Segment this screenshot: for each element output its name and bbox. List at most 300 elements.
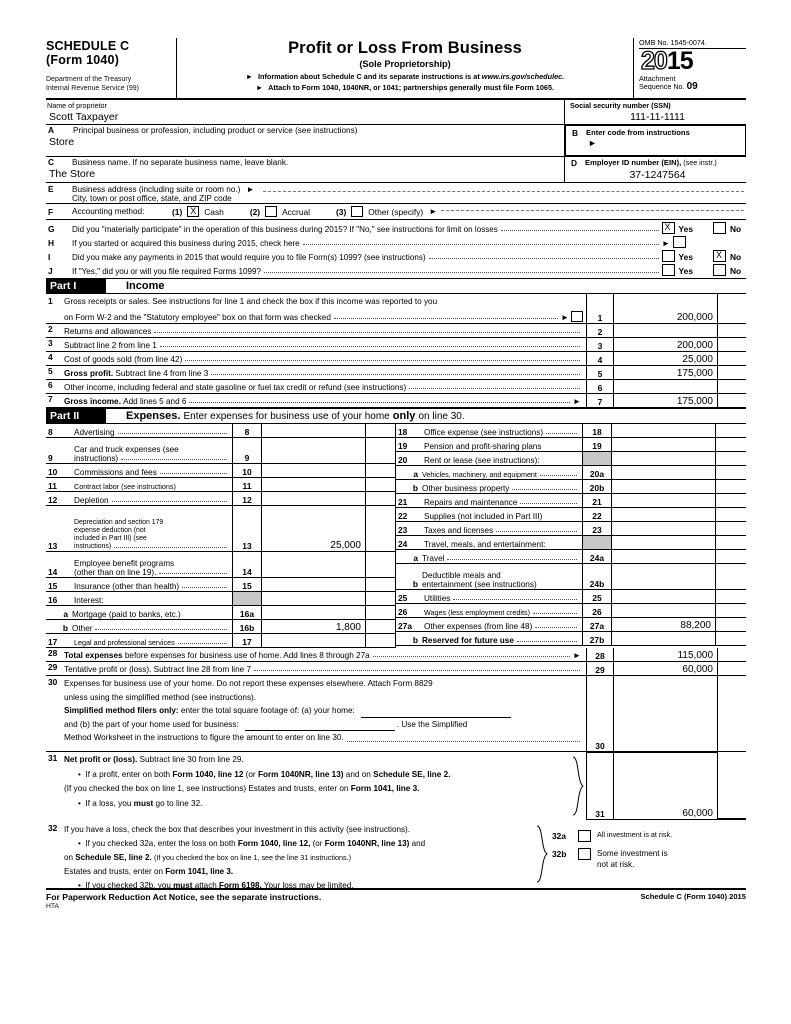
- expense-label: included in Part III) (see: [74, 535, 147, 542]
- expense-cents[interactable]: [716, 466, 746, 479]
- expense-row: [396, 632, 746, 646]
- expense-line-number: 14: [48, 567, 58, 577]
- expense-label: Legal and professional services: [74, 638, 175, 647]
- expense-cents[interactable]: [716, 424, 746, 437]
- expense-line-number: 8: [48, 427, 53, 437]
- expense-line-number: 16: [48, 595, 58, 605]
- line-7-amount[interactable]: 175,000: [614, 394, 718, 407]
- expense-amount[interactable]: 25,000: [262, 506, 366, 551]
- expense-description-cell: [396, 536, 582, 549]
- expense-cents[interactable]: [366, 438, 396, 463]
- line-28-cents[interactable]: [718, 648, 746, 661]
- expense-description-cell: [396, 632, 582, 645]
- expense-line-number: 12: [48, 495, 58, 505]
- expense-description-cell: [46, 620, 232, 633]
- line-1-text-b: on Form W-2 and the "Statutory employee" box on that form was checked: [64, 313, 331, 322]
- expense-cents[interactable]: [716, 438, 746, 451]
- line-h-letter: H: [48, 238, 55, 248]
- line-5-text: Subtract line 4 from line 3: [115, 369, 209, 378]
- line-31-bullet2-b: Form 1041, line 3.: [350, 784, 420, 793]
- line-e-label: Business address (including suite or room no.): [72, 185, 241, 194]
- line-1-amount[interactable]: 200,000: [614, 294, 718, 323]
- expense-amount[interactable]: [262, 478, 366, 491]
- expense-label: Pension and profit-sharing plans: [424, 442, 542, 451]
- f-option-1-label: Cash: [204, 206, 224, 217]
- expense-line-number: 24: [398, 539, 408, 549]
- line-32-bullet3-a: Estates and trusts, enter on: [64, 867, 163, 876]
- arrow-icon: ►: [572, 397, 581, 406]
- line-29-cents[interactable]: [718, 662, 746, 675]
- line-4-text: Cost of goods sold (from line 42): [64, 355, 183, 364]
- line-number: 29: [48, 662, 58, 672]
- g-no-checkbox[interactable]: [713, 222, 726, 234]
- expense-label: Interest:: [74, 596, 104, 605]
- expense-amount[interactable]: 1,800: [262, 620, 366, 633]
- line-3-cents[interactable]: [718, 338, 746, 351]
- all-investment-at-risk-checkbox[interactable]: [578, 830, 591, 842]
- expense-box-number: 11: [232, 478, 262, 491]
- line-7-box: 7: [586, 394, 614, 407]
- expense-amount[interactable]: [612, 604, 716, 617]
- j-yes-checkbox[interactable]: [662, 264, 675, 276]
- line-31-bullet2-a: (If you checked the box on line 1, see instructions) Estates and trusts, enter on: [64, 784, 349, 793]
- expense-box-number: [582, 452, 612, 465]
- line-31-cents[interactable]: [718, 818, 746, 819]
- sequence-label: Sequence No.: [639, 82, 685, 92]
- expense-amount[interactable]: [262, 606, 366, 619]
- row-g: [46, 220, 746, 234]
- expense-description-cell: [396, 618, 582, 631]
- line-number: 4: [48, 352, 53, 362]
- expense-box-number: 21: [582, 494, 612, 507]
- line-number: 5: [48, 366, 53, 376]
- expenses-table: [46, 424, 746, 648]
- expense-label: Mortgage (paid to banks, etc.): [72, 610, 181, 619]
- line-6-text: Other income, including federal and state gasoline or fuel tax credit or refund (see instructions): [64, 383, 407, 392]
- expense-box-number: 12: [232, 492, 262, 505]
- line-a-value[interactable]: Store: [49, 136, 75, 148]
- expense-row: [46, 620, 396, 634]
- expense-line-number: 15: [48, 581, 58, 591]
- expense-row: [396, 604, 746, 618]
- expense-box-number: 19: [582, 438, 612, 451]
- expense-amount[interactable]: [612, 550, 716, 563]
- income-line-2: [46, 324, 746, 338]
- expense-label: Repairs and maintenance: [424, 498, 518, 507]
- expense-line-number: 22: [398, 511, 408, 521]
- name-ssn-row: [46, 100, 746, 125]
- line-28-amount[interactable]: 115,000: [614, 648, 718, 661]
- business-address-input[interactable]: [263, 191, 745, 192]
- expense-description-cell: [396, 494, 582, 507]
- expense-row: [396, 452, 746, 466]
- expense-label: (other than on line 19).: [74, 568, 157, 577]
- expense-amount[interactable]: [612, 632, 716, 645]
- tax-year-suffix: 15: [666, 47, 693, 75]
- expense-label: Deductible meals and: [422, 571, 501, 580]
- expense-cents[interactable]: [716, 618, 746, 631]
- expense-label: Utilities: [424, 594, 451, 603]
- line-6-box: 6: [586, 380, 614, 393]
- line-number: 2: [48, 324, 53, 334]
- line-number: 1: [48, 296, 53, 306]
- accounting-accrual-checkbox[interactable]: [265, 206, 277, 217]
- expense-amount[interactable]: [612, 480, 716, 493]
- line-1-box: 1: [586, 294, 614, 323]
- expense-amount[interactable]: [262, 424, 366, 437]
- tax-year-prefix: 20: [641, 47, 667, 75]
- expense-row: [396, 438, 746, 452]
- line-3-amount[interactable]: 200,000: [614, 338, 718, 351]
- expense-description-cell: [46, 552, 232, 577]
- line-32-bullet4-e: Your loss may be limited.: [263, 881, 354, 890]
- expense-row: [46, 478, 396, 492]
- expense-cents[interactable]: [366, 634, 396, 647]
- line-c-label: Business name. If no separate business name, leave blank.: [72, 158, 289, 167]
- line-3-box: 3: [586, 338, 614, 351]
- irs-url: www.irs.gov/schedulec.: [481, 72, 565, 81]
- expense-box-number: 25: [582, 590, 612, 603]
- line-28-text: before expenses for business use of home. Add lines 8 through 27a: [124, 651, 370, 660]
- expense-amount[interactable]: [612, 494, 716, 507]
- expense-cents[interactable]: [716, 590, 746, 603]
- expense-row: [396, 618, 746, 632]
- line-d-value[interactable]: 37-1247564: [629, 169, 686, 181]
- line-5-text-bold: Gross profit.: [64, 369, 114, 378]
- expense-row: [396, 508, 746, 522]
- hta-mark: HTA: [46, 903, 60, 910]
- expense-label: Employee benefit programs: [74, 559, 175, 568]
- line-30-text-d: and (b) the part of your home used for business:: [64, 719, 239, 729]
- expense-description-cell: [396, 550, 582, 563]
- expense-cents[interactable]: [366, 620, 396, 633]
- income-line-4: [46, 352, 746, 366]
- line-28-row: [46, 648, 746, 662]
- expense-description-cell: [396, 604, 582, 617]
- line-6-cents[interactable]: [718, 380, 746, 393]
- expense-cents[interactable]: [366, 592, 396, 605]
- line-4-amount[interactable]: 25,000: [614, 352, 718, 365]
- g-yes-checkbox[interactable]: [662, 222, 675, 234]
- line-number: 31: [48, 753, 58, 763]
- line-29-box: 29: [586, 662, 614, 675]
- line-32-bullet4-b: must: [173, 881, 193, 890]
- expense-description-cell: [396, 564, 582, 589]
- arrow-icon: ►: [560, 313, 569, 322]
- page-subtitle: (Sole Proprietorship): [359, 59, 451, 69]
- line-c-letter: C: [48, 157, 55, 167]
- expense-line-number: 13: [48, 541, 58, 551]
- expense-label: Depletion: [74, 496, 109, 505]
- expense-line-number: 17: [48, 637, 58, 647]
- accounting-cash-checkbox[interactable]: [187, 206, 199, 217]
- income-line-6: [46, 380, 746, 394]
- expense-box-number: 15: [232, 578, 262, 591]
- expense-amount[interactable]: [612, 522, 716, 535]
- expense-line-number: 19: [398, 441, 408, 451]
- expense-amount[interactable]: [262, 552, 366, 577]
- expense-description-cell: [396, 590, 582, 603]
- line-32-bullet1-e: and: [411, 839, 426, 848]
- paperwork-notice: For Paperwork Reduction Act Notice, see the separate instructions.: [46, 892, 322, 902]
- expense-box-number: 22: [582, 508, 612, 521]
- expense-label: Travel, meals, and entertainment:: [424, 540, 546, 549]
- line-f-letter: F: [48, 206, 54, 217]
- expense-box-number: 20a: [582, 466, 612, 479]
- expense-amount[interactable]: [612, 466, 716, 479]
- brace-icon: [532, 820, 552, 888]
- line-32a-text: All investment is at risk.: [597, 830, 673, 839]
- form-footer-id: Schedule C (Form 1040) 2015: [640, 892, 746, 901]
- expense-label: Reserved for future use: [422, 636, 514, 645]
- expense-line-number: b: [412, 483, 418, 493]
- expense-amount[interactable]: [612, 508, 716, 521]
- expense-cents[interactable]: [366, 424, 396, 437]
- arrow-icon: ►: [661, 239, 670, 248]
- expense-box-number: 10: [232, 464, 262, 477]
- info-text: Information about Schedule C and its separate instructions is at: [257, 72, 480, 81]
- expense-line-number: 27a: [398, 621, 412, 631]
- expense-cents[interactable]: [716, 494, 746, 507]
- expense-amount[interactable]: [262, 438, 366, 463]
- expense-box-number: 27a: [582, 618, 612, 631]
- line-30-simplified-rest: enter the total square footage of: (a) your home:: [180, 706, 355, 715]
- expense-row: [396, 564, 746, 590]
- line-30-text-b: unless using the simplified method (see instructions).: [64, 692, 257, 702]
- expense-line-number: 21: [398, 497, 408, 507]
- expense-amount[interactable]: [612, 536, 716, 549]
- expense-label: Office expense (see instructions): [424, 428, 544, 437]
- expense-line-number: a: [413, 553, 418, 563]
- expense-cents[interactable]: [716, 536, 746, 549]
- line-32b-label: 32b: [552, 849, 567, 859]
- expense-amount[interactable]: [612, 424, 716, 437]
- line-7-cents[interactable]: [718, 394, 746, 407]
- part-1-tag: Part I: [46, 279, 106, 293]
- expense-box-number: 16b: [232, 620, 262, 633]
- line-30-simplified-bold: Simplified method filers only:: [64, 706, 179, 715]
- row-a-b: [46, 125, 746, 157]
- expense-row: [46, 464, 396, 478]
- line-32-row: 32 If you have a loss, check the box that describes your investment in this activity (see instructions). • If you checked 32a, enter the loss on both Form 1040, line 12, (or Form 1040NR, line 13) and on Schedule SE, line 2. (If you checked the box on line 1, see the line 31 instructions.) Estates and trusts, enter on Form 1041, line 3. • If you checked 32b, you must attach Form 6198. Your loss may be limited. 32a All investment is at risk. 32b Some investment is not at risk.: [46, 820, 746, 888]
- line-31-amount[interactable]: 60,000: [614, 752, 718, 819]
- line-i-letter: I: [48, 252, 51, 262]
- expense-box-number: [582, 536, 612, 549]
- expense-box-number: 14: [232, 552, 262, 577]
- arrow-icon: ►: [429, 207, 438, 216]
- expense-description-cell: [396, 508, 582, 521]
- line-1-cents[interactable]: [718, 294, 746, 323]
- dept-treasury-line: Department of the Treasury: [46, 76, 132, 83]
- expense-amount[interactable]: 88,200: [612, 618, 716, 631]
- expense-cents[interactable]: [716, 480, 746, 493]
- line-31-bullet3-c: go to line 32.: [155, 798, 203, 808]
- expense-description-cell: [46, 634, 232, 647]
- line-30-text-e: Method Worksheet in the instructions to figure the amount to enter on line 30.: [64, 733, 344, 742]
- expense-label: Car and truck expenses (see: [74, 445, 179, 454]
- expense-description-cell: [46, 492, 232, 505]
- expense-amount[interactable]: [262, 492, 366, 505]
- expense-amount[interactable]: [262, 634, 366, 647]
- line-32-bullet1-c: (or: [312, 839, 323, 848]
- brace-icon: [570, 752, 586, 820]
- expense-amount[interactable]: [612, 452, 716, 465]
- expense-row: [46, 592, 396, 606]
- accounting-other-checkbox[interactable]: [351, 206, 363, 217]
- row-h: [46, 234, 746, 248]
- line-5-amount[interactable]: 175,000: [614, 366, 718, 379]
- line-31-bullet1-f: Schedule SE, line 2.: [373, 769, 451, 779]
- expense-label: Vehicles, machinery, and equipment: [422, 470, 537, 479]
- expense-row: [46, 506, 396, 552]
- line-31-bullet1-c: (or: [245, 769, 256, 779]
- j-no-label: No: [730, 266, 742, 276]
- line-1-text-a: Gross receipts or sales. See instructions for line 1 and check the box if this income was reported to you: [64, 297, 438, 306]
- expense-cents[interactable]: [716, 522, 746, 535]
- expense-box-number: 9: [232, 438, 262, 463]
- proprietor-name-value[interactable]: Scott Taxpayer: [49, 111, 119, 123]
- expense-description-cell: [46, 438, 232, 463]
- expense-amount[interactable]: [612, 564, 716, 589]
- expense-cents[interactable]: [716, 604, 746, 617]
- sequence-number: 09: [686, 81, 698, 93]
- page-title: Profit or Loss From Business: [288, 39, 522, 57]
- h-checkbox[interactable]: [673, 236, 686, 248]
- expense-description-cell: [46, 606, 232, 619]
- expense-row: [396, 536, 746, 550]
- line-2-cents[interactable]: [718, 324, 746, 337]
- expense-amount[interactable]: [262, 592, 366, 605]
- expense-row: [396, 494, 746, 508]
- expense-row: [46, 578, 396, 592]
- i-no-checkbox[interactable]: [713, 250, 726, 262]
- f-option-2-number: (2): [249, 206, 261, 217]
- expense-cents[interactable]: [716, 550, 746, 563]
- line-32-bullet4-a: If you checked 32b, you: [85, 881, 171, 890]
- line-number: 7: [48, 394, 53, 404]
- accounting-other-input[interactable]: [441, 210, 744, 211]
- line-2-amount[interactable]: [614, 324, 718, 337]
- arrow-icon: ►: [255, 82, 264, 92]
- expense-line-number: a: [413, 469, 418, 479]
- part-2-tag: Part II: [46, 409, 106, 423]
- i-yes-checkbox[interactable]: [662, 250, 675, 262]
- some-investment-not-at-risk-checkbox[interactable]: [578, 848, 591, 860]
- part-2-title-only: only: [392, 410, 416, 422]
- expense-label: instructions): [74, 543, 112, 550]
- line-c-value[interactable]: The Store: [49, 168, 96, 180]
- expense-cents[interactable]: [366, 464, 396, 477]
- line-31-bold: Net profit or (loss).: [64, 755, 138, 764]
- line-32-bullet2-c: (If you checked the box on line 1, see the line 31 instructions.): [153, 853, 351, 862]
- line-number: 28: [48, 648, 58, 658]
- line-31-bullet1-a: If a profit, enter on both: [85, 769, 171, 779]
- expense-line-number: 26: [398, 607, 408, 617]
- statutory-employee-checkbox[interactable]: [571, 311, 583, 322]
- expense-label: Supplies (not included in Part III): [424, 512, 543, 521]
- arrow-icon: ►: [245, 72, 253, 81]
- expense-description-cell: [396, 438, 582, 451]
- g-yes-label: Yes: [678, 224, 693, 234]
- expense-cents[interactable]: [366, 606, 396, 619]
- expense-row: [396, 424, 746, 438]
- line-j-label: If "Yes," did you or will you file required Forms 1099?: [72, 267, 261, 276]
- omb-block: [634, 38, 746, 98]
- ssn-value[interactable]: 111-11-1111: [630, 111, 685, 123]
- line-a-label: Principal business or profession, including product or service (see instructions): [73, 126, 358, 135]
- expense-cents[interactable]: [716, 564, 746, 589]
- line-30-amount[interactable]: [614, 676, 718, 751]
- expense-cents[interactable]: [716, 632, 746, 645]
- expense-label: Depreciation and section 179: [74, 519, 164, 526]
- line-31-rest: Subtract line 30 from line 29.: [139, 755, 244, 764]
- line-5-cents[interactable]: [718, 366, 746, 379]
- expense-amount[interactable]: [262, 464, 366, 477]
- expense-label: Insurance (other than health): [74, 582, 180, 591]
- line-6-amount[interactable]: [614, 380, 718, 393]
- expense-row: [46, 492, 396, 506]
- expense-cents[interactable]: [366, 492, 396, 505]
- expenses-left-column: [46, 424, 396, 648]
- expense-box-number: 8: [232, 424, 262, 437]
- business-code-box[interactable]: [565, 125, 746, 156]
- attach-text: Attach to Form 1040, 1040NR, or 1041; partnerships generally must file Form 1065.: [268, 82, 555, 92]
- expense-cents[interactable]: [366, 506, 396, 551]
- line-31-bullet1-d: Form 1040NR, line 13): [257, 769, 344, 779]
- expense-line-number: 11: [48, 481, 57, 491]
- expense-row: [46, 438, 396, 464]
- expense-cents[interactable]: [716, 508, 746, 521]
- expense-amount[interactable]: [262, 578, 366, 591]
- line-32-bullet3-b: Form 1041, line 3.: [165, 867, 234, 876]
- part-1-title: Income: [126, 280, 165, 292]
- schedule-name: SCHEDULE C: [46, 39, 130, 53]
- expense-label: Travel: [422, 554, 445, 563]
- line-30-box: 30: [586, 676, 614, 751]
- expense-box-number: [232, 592, 262, 605]
- line-28-box: 28: [586, 648, 614, 661]
- line-32-bullet2-a: on: [64, 853, 74, 862]
- expense-description-cell: [396, 480, 582, 493]
- expense-amount[interactable]: [612, 590, 716, 603]
- j-no-checkbox[interactable]: [713, 264, 726, 276]
- expense-amount[interactable]: [612, 438, 716, 451]
- expense-description-cell: [46, 464, 232, 477]
- expense-cents[interactable]: [366, 478, 396, 491]
- line-f-label: Accounting method:: [72, 207, 145, 216]
- proprietor-name-label: Name of proprietor: [47, 101, 107, 110]
- expense-box-number: 13: [232, 506, 262, 551]
- line-number: 3: [48, 338, 53, 348]
- line-32-bullet1-b: Form 1040, line 12,: [237, 839, 311, 848]
- expense-label: Rent or lease (see instructions):: [424, 456, 540, 465]
- line-31-bullet1-e: and on: [345, 769, 371, 779]
- expense-label: instructions): [74, 454, 119, 463]
- expense-line-number: b: [412, 635, 418, 645]
- expense-row: [396, 550, 746, 564]
- line-32b-text-2: not at risk.: [597, 860, 635, 869]
- line-29-amount[interactable]: 60,000: [614, 662, 718, 675]
- expense-line-number: 23: [398, 525, 408, 535]
- expense-cents[interactable]: [716, 452, 746, 465]
- expense-label: Other expenses (from line 48): [424, 622, 533, 631]
- expense-label: entertainment (see instructions): [422, 580, 537, 589]
- line-4-cents[interactable]: [718, 352, 746, 365]
- tax-year: [639, 49, 746, 74]
- line-32-text-a: If you have a loss, check the box that describes your investment in this activity (see instructions).: [64, 825, 410, 834]
- expense-cents[interactable]: [366, 578, 396, 591]
- expense-cents[interactable]: [366, 552, 396, 577]
